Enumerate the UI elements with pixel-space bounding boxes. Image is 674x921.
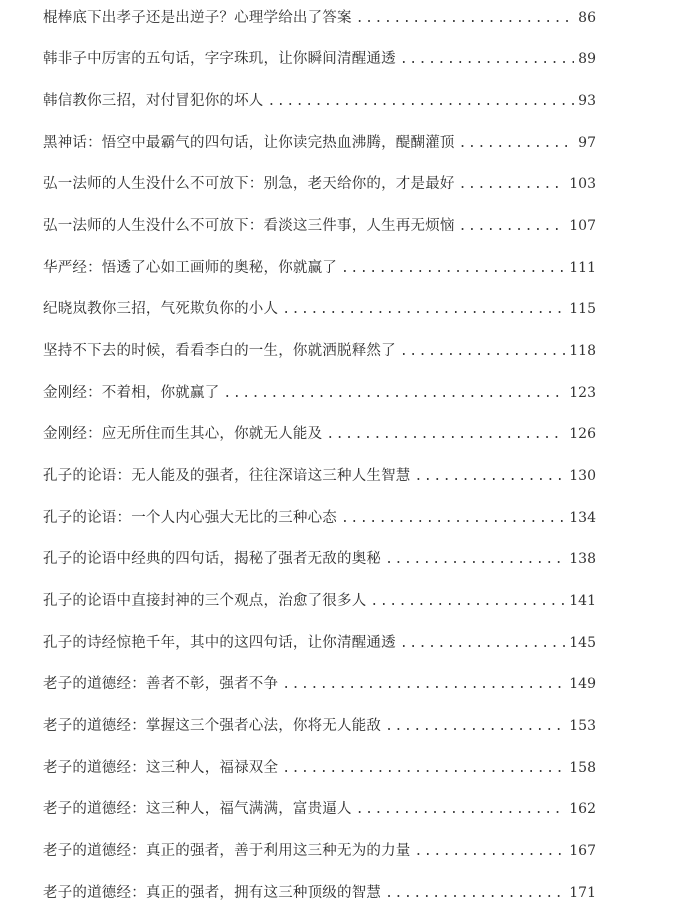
toc-entry-page-number: 123: [569, 385, 596, 401]
toc-entry-page-number: 126: [569, 426, 596, 442]
toc-entry[interactable]: [43, 507, 596, 529]
toc-entry[interactable]: [43, 548, 596, 570]
toc-entry[interactable]: [43, 90, 596, 112]
toc-entry-title: 老子的道德经：这三种人，福气满满，富贵逼人: [43, 801, 352, 817]
toc-entry[interactable]: [43, 632, 596, 654]
dot-leader: [459, 133, 575, 155]
toc-entry-title: 弘一法师的人生没什么不可放下：看淡这三件事，人生再无烦恼: [43, 218, 455, 234]
toc-entry[interactable]: [43, 465, 596, 487]
toc-entry-title: 老子的道德经：善者不彰，强者不争: [43, 676, 279, 692]
dot-leader: [400, 633, 565, 655]
toc-entry-page-number: 86: [578, 10, 596, 26]
toc-entry-title: 老子的道德经：真正的强者，拥有这三种顶级的智慧: [43, 885, 382, 901]
toc-entry-title: 金刚经：应无所住而生其心，你就无人能及: [43, 426, 323, 442]
toc-entry-title: 韩非子中厉害的五句话，字字珠玑，让你瞬间清醒通透: [43, 51, 396, 67]
toc-entry-title: 孔子的论语：一个人内心强大无比的三种心态: [43, 510, 337, 526]
toc-entry-page-number: 171: [569, 885, 596, 901]
dot-leader: [356, 8, 574, 30]
dot-leader: [415, 466, 566, 488]
dot-leader: [415, 841, 566, 863]
dot-leader: [282, 299, 565, 321]
toc-entry-page-number: 118: [569, 343, 596, 359]
toc-entry-page-number: 130: [569, 468, 596, 484]
dot-leader: [282, 674, 565, 696]
toc-entry-page-number: 138: [569, 551, 596, 567]
toc-entry[interactable]: [43, 715, 596, 737]
dot-leader: [268, 91, 575, 113]
dot-leader: [400, 341, 565, 363]
toc-entry-page-number: 107: [569, 218, 596, 234]
toc-entry-title: 华严经：悟透了心如工画师的奥秘，你就赢了: [43, 260, 337, 276]
dot-leader: [400, 49, 574, 71]
toc-entry[interactable]: [43, 215, 596, 237]
toc-entry-page-number: 134: [569, 510, 596, 526]
toc-entry[interactable]: [43, 48, 596, 70]
toc-entry[interactable]: [43, 882, 596, 904]
dot-leader: [459, 174, 566, 196]
toc-entry-page-number: 153: [569, 718, 596, 734]
toc-entry[interactable]: [43, 132, 596, 154]
toc-entry-page-number: 162: [569, 801, 596, 817]
toc-entry[interactable]: [43, 340, 596, 362]
dot-leader: [341, 258, 565, 280]
toc-entry-page-number: 167: [569, 843, 596, 859]
toc-entry-title: 老子的道德经：这三种人，福禄双全: [43, 760, 279, 776]
toc-entry-title: 弘一法师的人生没什么不可放下：别急，老天给你的，才是最好: [43, 176, 455, 192]
dot-leader: [459, 216, 566, 238]
dot-leader: [385, 716, 565, 738]
toc-entry-page-number: 149: [569, 676, 596, 692]
toc-entry-title: 孔子的论语中直接封神的三个观点，治愈了很多人: [43, 593, 367, 609]
dot-leader: [282, 758, 565, 780]
toc-entry-page-number: 97: [578, 135, 596, 151]
toc-entry-title: 老子的道德经：真正的强者，善于利用这三种无为的力量: [43, 843, 411, 859]
dot-leader: [385, 883, 565, 905]
toc-entry-page-number: 158: [569, 760, 596, 776]
toc-entry-title: 棍棒底下出孝子还是出逆子？心理学给出了答案: [43, 10, 352, 26]
toc-entry-title: 孔子的论语：无人能及的强者，往往深谙这三种人生智慧: [43, 468, 411, 484]
toc-entry[interactable]: [43, 7, 596, 29]
toc-entry[interactable]: [43, 590, 596, 612]
toc-entry-title: 韩信教你三招，对付冒犯你的坏人: [43, 93, 264, 109]
toc-entry[interactable]: [43, 798, 596, 820]
toc-entry-page-number: 115: [569, 301, 596, 317]
dot-leader: [385, 549, 565, 571]
toc-entry-page-number: 141: [569, 593, 596, 609]
toc-entry-page-number: 145: [569, 635, 596, 651]
toc-entry[interactable]: [43, 840, 596, 862]
dot-leader: [341, 508, 565, 530]
toc-entry-title: 坚持不下去的时候，看看李白的一生，你就洒脱释然了: [43, 343, 396, 359]
toc-entry[interactable]: [43, 673, 596, 695]
toc-entry[interactable]: [43, 423, 596, 445]
toc-entry-page-number: 103: [569, 176, 596, 192]
toc-entry[interactable]: [43, 298, 596, 320]
toc-entry-title: 金刚经：不着相，你就赢了: [43, 385, 220, 401]
toc-entry-title: 老子的道德经：掌握这三个强者心法，你将无人能敌: [43, 718, 382, 734]
toc-entry-title: 孔子的诗经惊艳千年，其中的这四句话，让你清醒通透: [43, 635, 396, 651]
toc-entry-page-number: 89: [578, 51, 596, 67]
toc-entry-title: 黑神话：悟空中最霸气的四句话，让你读完热血沸腾，醍醐灌顶: [43, 135, 455, 151]
dot-leader: [356, 799, 566, 821]
toc-entry[interactable]: [43, 257, 596, 279]
toc-entry[interactable]: [43, 757, 596, 779]
dot-leader: [223, 383, 565, 405]
dot-leader: [370, 591, 565, 613]
toc-entry-page-number: 93: [578, 93, 596, 109]
toc-entry-page-number: 111: [569, 260, 596, 276]
toc-entry-title: 孔子的论语中经典的四句话，揭秘了强者无敌的奥秘: [43, 551, 382, 567]
toc-entry[interactable]: [43, 173, 596, 195]
dot-leader: [326, 424, 565, 446]
toc-entry[interactable]: [43, 382, 596, 404]
toc-entry-title: 纪晓岚教你三招，气死欺负你的小人: [43, 301, 279, 317]
